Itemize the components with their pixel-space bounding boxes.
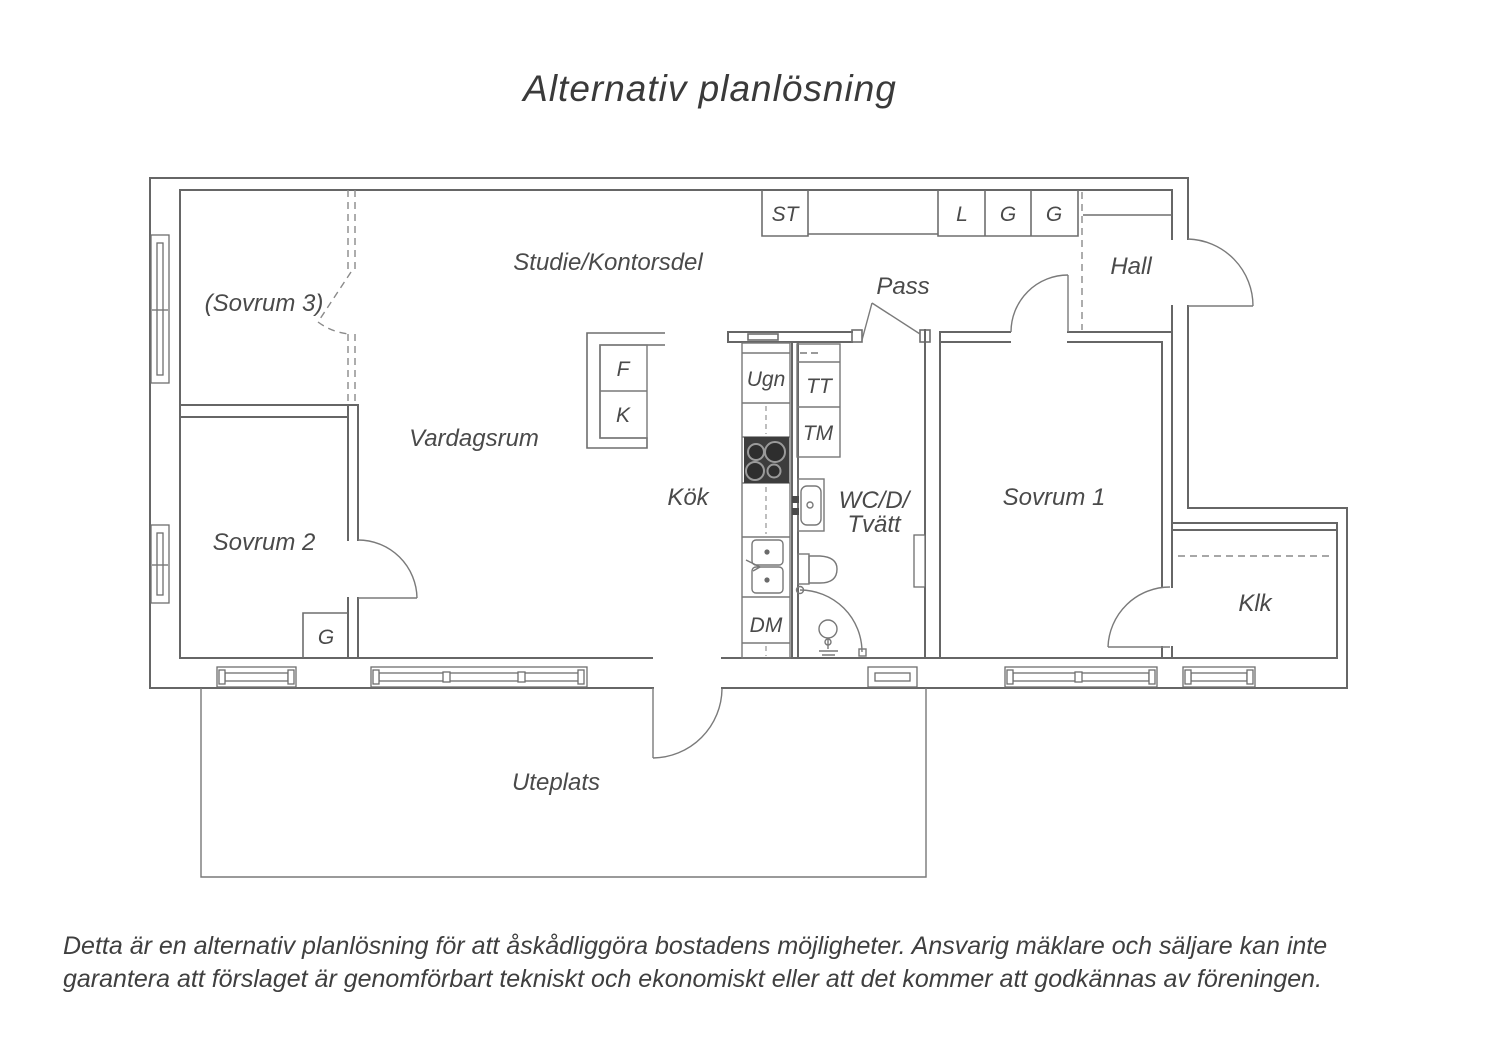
dashed-boundaries <box>1082 192 1332 556</box>
room-label-uteplats: Uteplats <box>511 769 601 796</box>
wall-niche <box>914 535 925 587</box>
fixture-label-ugn: Ugn <box>746 368 786 391</box>
room-label-hall: Hall <box>1110 253 1152 280</box>
window-sovrum2-left <box>151 525 169 603</box>
window-klk <box>1183 667 1255 687</box>
fixture-label-dm: DM <box>749 614 783 637</box>
room-label-kok: Kök <box>667 484 709 511</box>
room-label-klk: Klk <box>1238 590 1272 617</box>
room-label-sovrum3: (Sovrum 3) <box>204 290 324 317</box>
door-klk <box>1108 587 1170 647</box>
door-sovrum2 <box>358 540 417 598</box>
room-label-pass: Pass <box>876 273 930 300</box>
proposed-wall-sovrum3 <box>318 190 355 405</box>
stove <box>744 437 789 483</box>
room-label-sovrum1: Sovrum 1 <box>1002 484 1106 511</box>
room-label-studie: Studie/Kontorsdel <box>513 249 703 276</box>
fixture-label-g-sovrum2: G <box>317 626 335 649</box>
window-sovrum1 <box>1005 667 1157 687</box>
window-sovrum2-bottom <box>217 667 296 687</box>
fixture-label-l: L <box>956 203 968 226</box>
fixture-label-g1: G <box>999 203 1017 226</box>
fixture-label-tt: TT <box>806 375 832 398</box>
fixture-label-g2: G <box>1045 203 1063 226</box>
door-patio <box>653 688 722 758</box>
washbasin <box>792 479 824 531</box>
door-sovrum1 <box>1011 275 1068 332</box>
labels <box>205 203 1274 796</box>
room-label-wc-line1: WC/D/ <box>838 487 910 514</box>
outer-walls <box>150 178 1347 688</box>
fixture-label-st: ST <box>771 203 799 226</box>
door-wc <box>862 303 920 340</box>
fixture-label-f: F <box>616 358 630 381</box>
shower <box>797 587 867 657</box>
window-vardagsrum <box>371 667 587 687</box>
room-label-vardagsrum: Vardagsrum <box>409 425 539 452</box>
disclaimer-line-1: Detta är en alternativ planlösning för att åskådliggöra bostadens möjligheter. Ansvarig mäklare och säljare kan inte <box>63 932 1328 960</box>
door-entrance <box>1188 239 1253 306</box>
fixture-label-k: K <box>615 404 631 427</box>
room-label-sovrum2: Sovrum 2 <box>212 529 316 556</box>
disclaimer-line-2: garantera att förslaget är genomförbart tekniskt och ekonomiskt eller att det kommer att godkännas av föreningen. <box>63 965 1323 993</box>
toilet <box>798 554 837 584</box>
page-title: Alternativ planlösning <box>523 68 897 109</box>
window-sovrum3 <box>151 235 169 383</box>
fridge-freezer-cabinet <box>587 333 665 448</box>
window-wc <box>868 667 917 687</box>
fixture-label-tm: TM <box>802 422 834 445</box>
kitchen-sink <box>746 540 783 593</box>
room-label-wc-line2: Tvätt <box>847 511 901 538</box>
disclaimer <box>63 930 1463 996</box>
